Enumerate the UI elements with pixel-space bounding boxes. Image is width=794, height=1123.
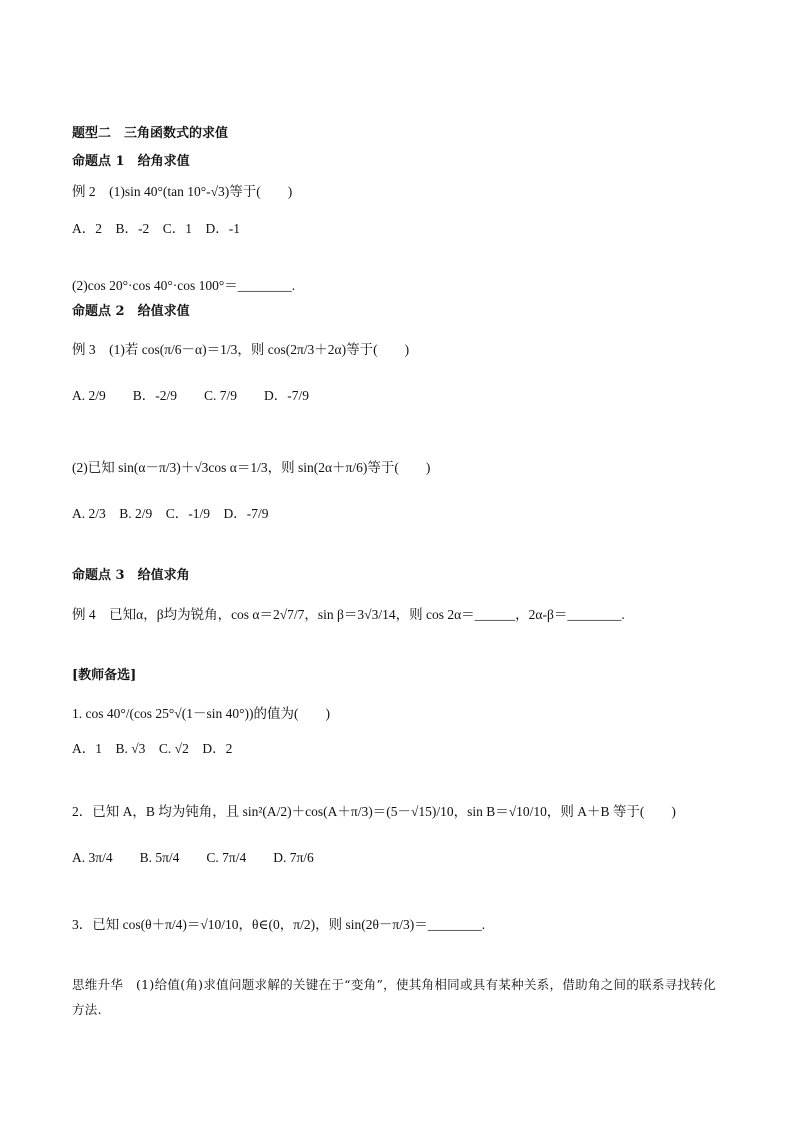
subtopic-heading-1: 命题点 1 给角求值 — [72, 154, 190, 169]
subtopic-heading-3: 命题点 3 给值求角 — [72, 568, 190, 583]
example-3-part-1: 例 3 (1)若 cos(π/6－α)＝1/3，则 cos(2π/3＋2α)等于( ) — [72, 342, 410, 357]
example-3-part-1-options: A. 2/9 B．-2/9 C. 7/9 D．-7/9 — [72, 388, 310, 403]
teacher-problem-3: 3．已知 cos(θ＋π/4)＝√10/10，θ∈(0，π/2)，则 sin(2θ－π/3)＝________. — [72, 917, 486, 932]
teacher-problem-2: 2．已知 A，B 均为钝角，且 sin²(A/2)＋cos(A＋π/3)＝(5－√15)/10，sin B＝√10/10，则 A＋B 等于( ) — [72, 804, 676, 819]
example-2-part-1: 例 2 (1)sin 40°(tan 10°-√3)等于( ) — [72, 184, 293, 199]
example-4: 例 4 已知α，β均为锐角，cos α＝2√7/7，sin β＝3√3/14，则 cos 2α＝______，2α-β＝________. — [72, 607, 625, 622]
example-3-part-2: (2)已知 sin(α－π/3)＋√3cos α＝1/3，则 sin(2α＋π/6)等于( ) — [72, 460, 431, 475]
example-3-part-2-options: A. 2/3 B. 2/9 C．-1/9 D．-7/9 — [72, 506, 269, 521]
section-title: 题型二 三角函数式的求值 — [72, 126, 229, 141]
teacher-reserve-heading: [教师备选] — [72, 668, 137, 683]
subtopic-heading-2: 命题点 2 给值求值 — [72, 304, 190, 319]
teacher-problem-1: 1. cos 40°/(cos 25°√(1－sin 40°))的值为( ) — [72, 706, 330, 721]
thinking-summary: 思维升华 (1)给值(角)求值问题求解的关键在于“变角”，使其角相同或具有某种关系，借助角之间的联系寻找转化方法. — [72, 977, 716, 1017]
example-2-part-2: (2)cos 20°·cos 40°·cos 100°＝________. — [72, 278, 296, 293]
teacher-problem-2-options: A. 3π/4 B. 5π/4 C. 7π/4 D. 7π/6 — [72, 850, 314, 865]
teacher-problem-1-options: A．1 B. √3 C. √2 D．2 — [72, 741, 233, 756]
example-2-part-1-options: A．2 B．-2 C．1 D．-1 — [72, 221, 240, 236]
